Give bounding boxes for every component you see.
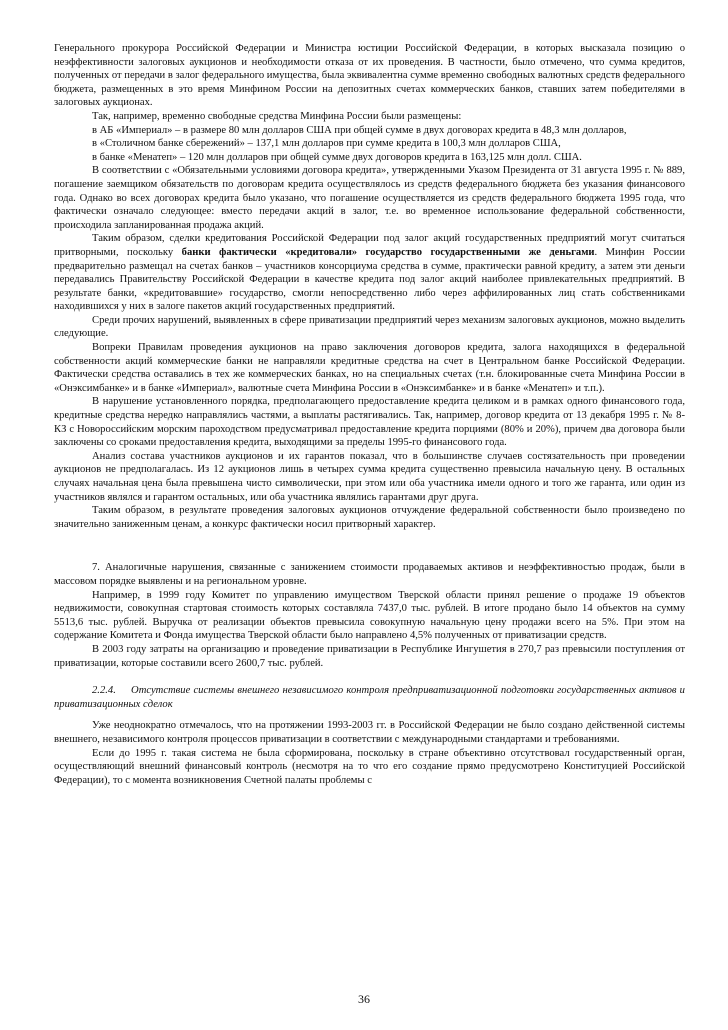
paragraph-text: . Минфин России предварительно размещал на счетах банков – участников консорциума средства в сумме, практически равной кредиту, а затем эти деньги передавались Правительству Российской Федерации в качестве кредита под залог акций наиболее привлекательных предприятий. В результате банки, «кредитовавшие» государство, смогли непосредственно либо через аффилированных лиц стать собственниками находившихся у них в залоге пакетов акций государственных предприятий. xyxy=(54,246,685,313)
paragraph: Вопреки Правилам проведения аукционов на право заключения договоров кредита, залога находящихся в федеральной собственности акций коммерческие банки не направляли кредитные средства на счет в Центральном банке Российской Федерации. Фактически средства оставались в тех же коммерческих банках, но на специальных счетах (т.н. блокированные счета Минфина России в «Онэксимбанке» и в банке «Империал», валютные счета Минфина России в «Онэксимбанке» и в банке «Менатеп» и т.п.). xyxy=(54,342,685,394)
section-number: 2.2.4. xyxy=(92,685,116,697)
paragraph: Анализ состава участников аукционов и их гарантов показал, что в большинстве случаев состязательность при проведении аукционов не предполагалась. Из 12 аукционов лишь в четырех сумма кредита существенно превысила начальную цену. В остальных случаях начальная цена была превышена чисто символически, при этом или оба участника имели одного и того же гаранта, или один из участников являлся и гарантом остальных, или оба участника являлись гарантами друг друга. xyxy=(54,450,685,503)
paragraph: Среди прочих нарушений, выявленных в сфере приватизации предприятий через механизм залоговых аукционов, можно выделить следующие. xyxy=(54,314,685,340)
paragraph: В соответствии с «Обязательными условиями договора кредита», утвержденными Указом Президента от 31 августа 1995 г. № 889, погашение заемщиком обязательств по договорам кредита осуществлялось из средств федерального бюджета без указания финансового года. Однако во всех договорах кредита было указано, что погашение осуществляется из средств федерального бюджета 1995 года, что фактически означало следующее: вместо передачи акций в залог, т.е. во временное использование федеральной собственности, происходила запланированная продажа акций. xyxy=(54,165,685,231)
list-item: в АБ «Империал» – в размере 80 млн долларов США при общей сумме в двух договорах кредита в 48,3 млн долларов, xyxy=(92,124,627,136)
paragraph: Например, в 1999 году Комитет по управлению имуществом Тверской области принял решение о продаже 19 объектов недвижимости, совокупная стартовая стоимость которых составляла 7437,0 тыс. рублей. В итоге продано было 14 объектов на сумму 5513,6 тыс. рублей. Выручка от реализации объектов превысила совокупную начальную цену продажи всего на 5%. При этом на содержание Комитета и Фонда имущества Тверской области было направлено 4,5% полученных от приватизации средств. xyxy=(54,589,685,642)
paragraph: Так, например, временно свободные средства Минфина России были размещены: xyxy=(92,110,462,122)
paragraph-text: Таким образом, сделки кредитования Российской Федерации под залог акций государственных предприятий могут считаться притворными, поскольку xyxy=(54,233,685,258)
spacer xyxy=(54,531,685,561)
paragraph: Таким образом, в результате проведения залоговых аукционов отчуждение федеральной собственности было произведено по значительно заниженным ценам, а конкурс фактически носил притворный характер. xyxy=(54,505,685,530)
spacer xyxy=(54,711,685,719)
paragraph xyxy=(54,232,685,314)
paragraph: Если до 1995 г. такая система не была сформирована, поскольку в стране объективно отсутствовал государственный орган, осуществляющий внешний финансовый контроль (несмотря на то что его создание прямо предусмотрено Конституцией Российской Федерации), то с момента возникновения Счетной палаты проблемы с xyxy=(54,747,685,786)
page-number: 36 xyxy=(358,992,370,1006)
paragraph: В 2003 году затраты на организацию и проведение приватизации в Республике Ингушетия в 270,7 раз превысили поступления от приватизации, которые составили всего 2600,7 тыс. рублей. xyxy=(54,643,685,669)
section-title: Отсутствие системы внешнего независимого контроля предприватизационной подготовки государственных активов и приватизационных сделок xyxy=(54,685,685,710)
section-heading xyxy=(54,684,685,711)
paragraph: 7. Аналогичные нарушения, связанные с занижением стоимости продаваемых активов и неэффективностью продаж, были в массовом порядке выявлены и на региональном уровне. xyxy=(54,562,685,587)
list-item: в банке «Менатеп» – 120 млн долларов при общей сумме двух договоров кредита в 163,125 млн долл. США. xyxy=(92,151,582,163)
paragraph: Уже неоднократно отмечалось, что на протяжении 1993-2003 гг. в Российской Федерации не было создано действенной системы внешнего, независимого контроля процессов приватизации в соответствии с международными стандартами и требованиями. xyxy=(54,720,685,745)
bold-emphasis: банки фактически «кредитовали» государство государственными же деньгами xyxy=(181,246,595,258)
list-item: в «Столичном банке сбережений» – 137,1 млн долларов при сумме кредита в 100,3 млн долларов США, xyxy=(92,138,561,150)
paragraph: В нарушение установленного порядка, предполагающего предоставление кредита целиком и в рамках одного финансового года, кредитные средства нередко направлялись частями, а выплаты растягивались. Так, например, договор кредита от 13 декабря 1995 г. № 8-КЗ с Новороссийским морским пароходством предусматривал предоставление кредита порциями (80% и 20%), причем два договора были заключены со сроками предоставления кредита, выходящими за пределы 1995-го финансового года. xyxy=(54,396,685,449)
paragraph: Генерального прокурора Российской Федерации и Министра юстиции Российской Федерации, в которых высказала позицию о неэффективности залоговых аукционов и необходимости отказа от их проведения. В частности, было отмечено, что сумма кредитов, полученных от передачи в залог федерального имущества, была эквивалентна сумме временно свободных валютных средств федерального бюджета, размещенных в это время Минфином России на депозитных счетах коммерческих банков, ставших затем победителями в залоговых аукционах. xyxy=(54,43,685,109)
document-body xyxy=(54,42,685,787)
spacer xyxy=(54,670,685,684)
